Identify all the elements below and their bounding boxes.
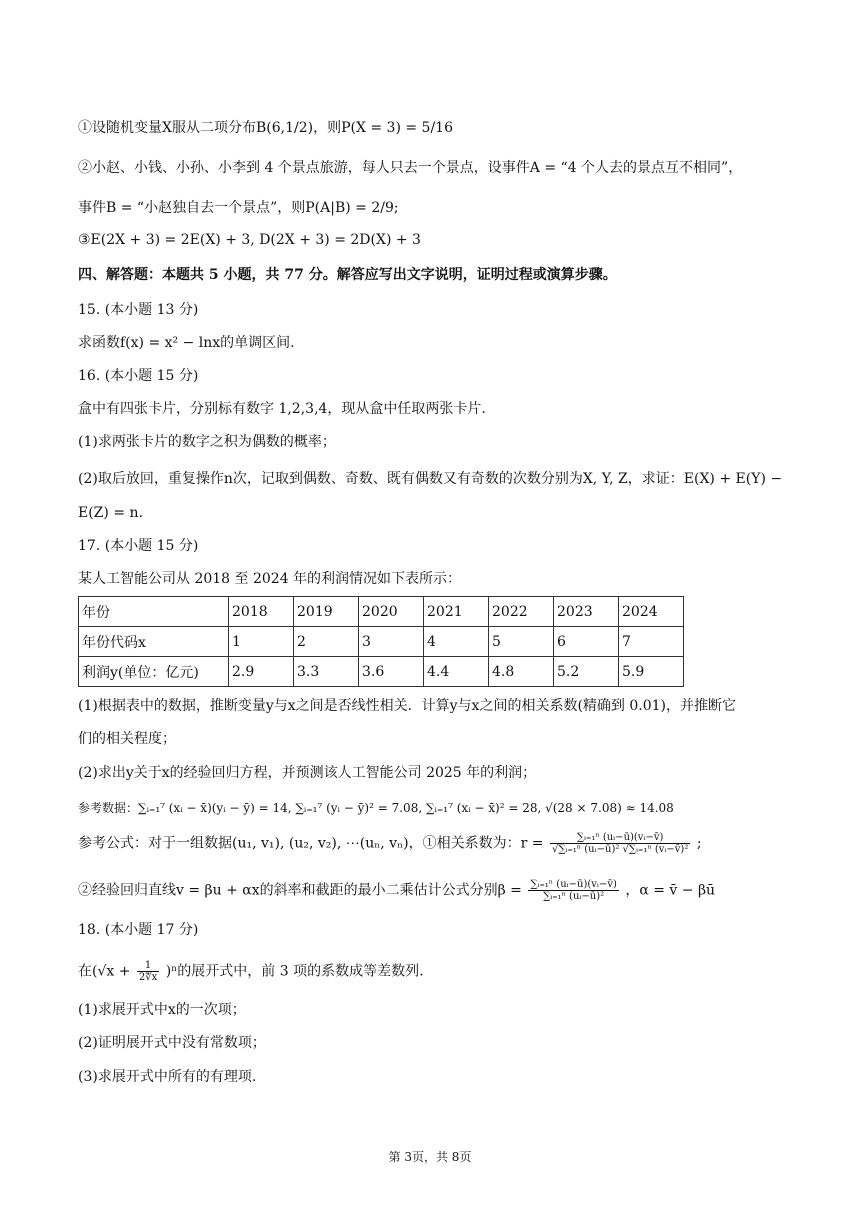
table-row-header: 年份代码x [79, 627, 229, 657]
table-cell: 2022 [489, 597, 554, 627]
table-cell: 2021 [424, 597, 489, 627]
table-cell: 2018 [229, 597, 294, 627]
item-1: ①设随机变量X服从二项分布B(6,1/2)，则P(X = 3) = 5/16 [78, 120, 453, 136]
slope-fraction [528, 879, 619, 902]
table-cell: 2019 [294, 597, 359, 627]
q18-label: 18. (本小题 17 分) [78, 922, 199, 938]
table-cell: 3.3 [294, 657, 359, 687]
table-row [79, 657, 684, 687]
table-cell: 3.6 [359, 657, 424, 687]
fraction-numerator: 1 [137, 960, 159, 972]
fraction-denominator: ∑ᵢ₌₁ⁿ (uᵢ−ū)² [543, 891, 605, 902]
table-cell: 4.4 [424, 657, 489, 687]
fraction-numerator: ∑ᵢ₌₁ⁿ (uᵢ−ū)(vᵢ−v̄) [550, 832, 690, 844]
table-cell: 2024 [619, 597, 684, 627]
fraction-denominator: √∑ᵢ₌₁ⁿ (uᵢ−ū)² √∑ᵢ₌₁ⁿ (vᵢ−v̄)² [551, 844, 689, 855]
correlation-fraction [550, 832, 690, 855]
q18-text-suffix: )ⁿ的展开式中，前 3 项的系数成等差数列. [165, 963, 424, 980]
q17-reference-formula-2 [78, 879, 715, 902]
table-cell: 4.8 [489, 657, 554, 687]
table-cell: 2.9 [229, 657, 294, 687]
q16-label: 16. (本小题 15 分) [78, 368, 199, 384]
binomial-fraction [137, 960, 159, 983]
fraction-denominator: 2∜x [138, 972, 158, 983]
table-cell: 2020 [359, 597, 424, 627]
q17-label: 17. (本小题 15 分) [78, 538, 199, 554]
profit-table [78, 596, 684, 687]
q18-text [78, 960, 424, 983]
table-cell: 5.9 [619, 657, 684, 687]
formula-prefix: 参考公式：对于一组数据(u₁, v₁), (u₂, v₂), ⋯(uₙ, vₙ)，①相关系数为：r = [78, 835, 544, 852]
q17-reference-formula-1 [78, 832, 702, 855]
table-cell: 6 [554, 627, 619, 657]
table-row-header: 年份 [79, 597, 229, 627]
formula-prefix: ②经验回归直线v = βu + αx的斜率和截距的最小二乘估计公式分别β = [78, 882, 522, 899]
q17-part2: (2)求出y关于x的经验回归方程，并预测该人工智能公司 2025 年的利润； [78, 765, 537, 781]
item-2-line-1: ②小赵、小钱、小孙、小李到 4 个景点旅游，每人只去一个景点，设事件A = “4 个人去的景点互不相同”， [78, 160, 743, 176]
table-cell: 2 [294, 627, 359, 657]
q16-part1: (1)求两张卡片的数字之积为偶数的概率； [78, 434, 336, 450]
item-3: ③E(2X + 3) = 2E(X) + 3, D(2X + 3) = 2D(X) + 3 [78, 232, 421, 248]
q17-part1-line2: 们的相关程度； [78, 731, 176, 747]
q17-intro: 某人工智能公司从 2018 至 2024 年的利润情况如下表所示： [78, 571, 462, 587]
table-cell: 2023 [554, 597, 619, 627]
q18-part1: (1)求展开式中x的一次项； [78, 1002, 246, 1018]
q16-part2-line2: E(Z) = n. [78, 505, 143, 521]
table-cell: 3 [359, 627, 424, 657]
table-cell: 4 [424, 627, 489, 657]
table-cell: 7 [619, 627, 684, 657]
table-cell: 5.2 [554, 657, 619, 687]
q17-part1-line1: (1)根据表中的数据，推断变量y与x之间是否线性相关．计算y与x之间的相关系数(精确到 0.01)，并推断它 [78, 698, 736, 714]
q18-text-prefix: 在(√x + [78, 963, 131, 980]
item-2-line-2: 事件B = “小赵独自去一个景点”，则P(A|B) = 2/9; [78, 200, 399, 216]
table-row [79, 627, 684, 657]
q15-text: 求函数f(x) = x² − lnx的单调区间. [78, 335, 295, 351]
q17-reference-data: 参考数据：∑ᵢ₌₁⁷ (xᵢ − x̄)(yᵢ − ȳ) = 14, ∑ᵢ₌₁⁷ (yᵢ − ȳ)² = 7.08, ∑ᵢ₌₁⁷ (xᵢ − x̄)² = 28, √(28 × 7.08) ≈ 14.08 [78, 801, 674, 815]
section-heading: 四、解答题：本题共 5 小题，共 77 分。解答应写出文字说明，证明过程或演算步骤。 [78, 267, 617, 283]
page-footer: 第 3页，共 8页 [388, 1150, 472, 1164]
table-cell: 5 [489, 627, 554, 657]
q16-part2-line1: (2)取后放回，重复操作n次，记取到偶数、奇数、既有偶数又有奇数的次数分别为X, Y, Z，求证：E(X) + E(Y) − [78, 471, 783, 487]
fraction-numerator: ∑ᵢ₌₁ⁿ (uᵢ−ū)(vᵢ−v̄) [530, 879, 617, 890]
table-cell: 1 [229, 627, 294, 657]
table-row [79, 597, 684, 627]
q18-part3: (3)求展开式中所有的有理项. [78, 1069, 257, 1085]
formula-suffix: ; [696, 835, 702, 852]
table-row-header: 利润y(单位：亿元) [79, 657, 229, 687]
q18-part2: (2)证明展开式中没有常数项； [78, 1035, 266, 1051]
q16-text: 盒中有四张卡片，分别标有数字 1,2,3,4，现从盒中任取两张卡片. [78, 401, 486, 417]
formula-suffix: ，α = v̄ − βū [625, 882, 716, 899]
q15-label: 15. (本小题 13 分) [78, 302, 199, 318]
